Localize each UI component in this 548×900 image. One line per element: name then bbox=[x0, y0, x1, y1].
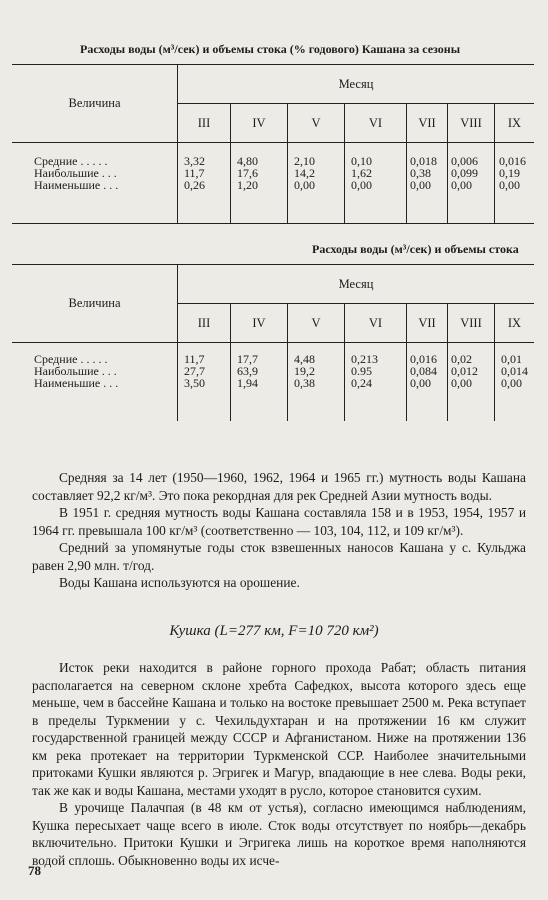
table2-month: V bbox=[288, 304, 345, 343]
table1-month: IX bbox=[495, 104, 535, 143]
row-label-max: Наибольшие . . . bbox=[34, 364, 117, 378]
table2-column-vi: 0,213 0.95 0,24 bbox=[345, 343, 407, 422]
table2-month-header: Месяц bbox=[178, 265, 535, 304]
table2-column-iv: 17,7 63,9 1,94 bbox=[231, 343, 288, 422]
table2-month: IX bbox=[495, 304, 535, 343]
table1-row-labels bbox=[12, 143, 178, 224]
table2-column-ix: 0,01 0,014 0,00 bbox=[501, 352, 528, 390]
table1-column-vi: 0,10 1,62 0,00 bbox=[345, 143, 407, 224]
table2-month: VII bbox=[407, 304, 448, 343]
body-text-upper bbox=[32, 469, 526, 592]
table1-quantity-header: Величина bbox=[12, 65, 178, 143]
table2-column-vii: 0,016 0,084 0,00 bbox=[407, 343, 448, 422]
table2-month: IV bbox=[231, 304, 288, 343]
table2-month: VI bbox=[345, 304, 407, 343]
body-text-lower bbox=[32, 659, 526, 869]
table1-caption: Расходы воды (м³/сек) и объемы стока (% годового) Кашана за сезоны bbox=[80, 42, 461, 56]
table1-column-ix: 0,016 0,19 0,00 bbox=[499, 154, 526, 192]
table2-column-viii: 0,02 0,012 0,00 bbox=[448, 343, 495, 422]
paragraph: Средняя за 14 лет (1950—1960, 1962, 1964 и 1965 гг.) мутность воды Кашана составляет 92,2 кг/м³. Это пока рекордная для рек Средней Азии мутность воды. bbox=[32, 470, 526, 503]
table1-column-viii: 0,006 0,099 0,00 bbox=[448, 143, 495, 224]
row-label-min: Наименьшие . . . bbox=[34, 376, 119, 390]
paragraph: Воды Кашана используются на орошение. bbox=[59, 575, 300, 590]
table1-column-vii: 0,018 0,38 0,00 bbox=[407, 143, 448, 224]
row-label-min: Наименьшие . . . bbox=[34, 178, 119, 192]
row-label-mean: Средние . . . . . bbox=[34, 154, 108, 168]
table2-column-v: 4,48 19,2 0,38 bbox=[288, 343, 345, 422]
row-label-max: Наибольшие . . . bbox=[34, 166, 117, 180]
table1-month-header: Месяц bbox=[178, 65, 535, 104]
page-number: 78 bbox=[28, 863, 41, 878]
table2-month: III bbox=[178, 304, 231, 343]
table2-row-labels bbox=[12, 343, 178, 422]
table1-column-iv: 4,80 17,6 1,20 bbox=[231, 143, 288, 224]
table2-caption: Расходы воды (м³/сек) и объемы стока bbox=[312, 242, 519, 256]
paragraph: В 1951 г. средняя мутность воды Кашана составляла 158 и в 1953, 1954, 1957 и 1964 гг. превышала 100 кг/м³ (соответственно — 103, 104, 112, и 109 кг/м³). bbox=[32, 505, 526, 538]
table1-month: VII bbox=[407, 104, 448, 143]
table1 bbox=[12, 64, 534, 224]
paragraph: Исток реки находится в районе горного прохода Рабат; область питания располагается на северном склоне хребта Сафедкох, высота которого здесь еще меньше, чем в бассейне Кашана и только на востоке превышает 2500 м. Река вступает в пределы Туркмении у с. Чехильдухтаран и на протяжении 16 км служит государственной границей между СССР и Афганистаном. Ниже на протяжении 136 км река протекает на территории Туркменской ССР. Наиболее значительными притоками Кушки являются р. Эгригек и Магур, впадающие в нее слева. Воды реки, так же как и воды Кашана, местами уходят в русло, которое становится сухим. bbox=[32, 660, 526, 798]
table1-column-iii: 3,32 11,7 0,26 bbox=[178, 143, 231, 224]
table2 bbox=[12, 264, 534, 421]
row-label-mean: Средние . . . . . bbox=[34, 352, 108, 366]
table2-column-iii: 11,7 27,7 3,50 bbox=[178, 343, 231, 422]
table1-month: III bbox=[178, 104, 231, 143]
table1-column-v: 2,10 14,2 0,00 bbox=[288, 143, 345, 224]
table1-month: V bbox=[288, 104, 345, 143]
paragraph: В урочище Палачпая (в 48 км от устья), согласно имеющимся наблюдениям, Кушка пересыхает чаще всего в июле. Сток воды отсутствует по ноябрь—декабрь включительно. Притоки Кушки и Эгригека лишь на короткое время наполняются водой сплошь. Обыкновенно воды их исче- bbox=[32, 800, 526, 868]
section-heading: Кушка (L=277 км, F=10 720 км²) bbox=[169, 623, 379, 639]
table1-month: IV bbox=[231, 104, 288, 143]
table2-quantity-header: Величина bbox=[12, 265, 178, 343]
table1-month: VIII bbox=[448, 104, 495, 143]
table1-month: VI bbox=[345, 104, 407, 143]
table2-month: VIII bbox=[448, 304, 495, 343]
paragraph: Средний за упомянутые годы сток взвешенных наносов Кашана у с. Кульджа равен 2,90 млн. т/год. bbox=[32, 540, 526, 573]
